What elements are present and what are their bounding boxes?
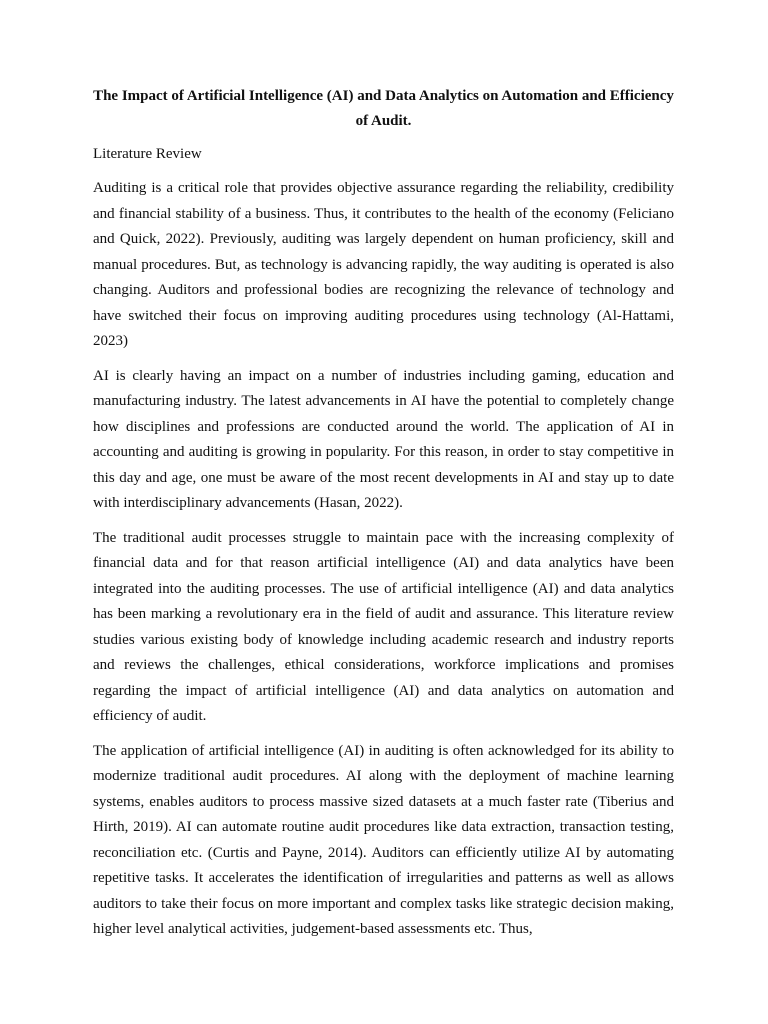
paragraph-3: The traditional audit processes struggle to maintain pace with the increasing complexity of financial data and for that reason artificial intelligence (AI) and data analytics have been integrated into the auditing processes. The use of artificial intelligence (AI) and data analytics has been marking a revolutionary era in the field of audit and assurance. This literature review studies various existing body of knowledge including academic research and industry reports and reviews the challenges, ethical considerations, workforce implications and promises regarding the impact of artificial intelligence (AI) and data analytics on automation and efficiency of audit. (93, 529, 674, 724)
paragraph-1: Auditing is a critical role that provides objective assurance regarding the reliability, credibility and financial stability of a business. Thus, it contributes to the health of the economy (Feliciano and Quick, 2022). Previously, auditing was largely dependent on human proficiency, skill and manual procedures. But, as technology is advancing rapidly, the way auditing is operated is also changing. Auditors and professional bodies are recognizing the relevance of technology and have switched their focus on improving auditing procedures using technology (Al-Hattami, 2023) (93, 180, 674, 349)
document-page (93, 84, 674, 937)
document-title: The Impact of Artificial Intelligence (AI) and Data Analytics on Automation and Efficiency of Audit. (93, 88, 674, 129)
paragraph-2: AI is clearly having an impact on a number of industries including gaming, education and manufacturing industry. The latest advancements in AI have the potential to completely change how disciplines and professions are conducted around the world. The application of AI in accounting and auditing is growing in popularity. For this reason, in order to stay competitive in this day and age, one must be aware of the most recent developments in AI and stay up to date with interdisciplinary advancements (Hasan, 2022). (93, 367, 674, 511)
paragraph-4: The application of artificial intelligence (AI) in auditing is often acknowledged for its ability to modernize traditional audit procedures. AI along with the deployment of machine learning systems, enables auditors to process massive sized datasets at a much faster rate (Tiberius and Hirth, 2019). AI can automate routine audit procedures like data extraction, transaction testing, reconciliation etc. (Curtis and Payne, 2014). Auditors can efficiently utilize AI by automating repetitive tasks. It accelerates the identification of irregularities and patterns as well as allows auditors to take their focus on more important and complex tasks like strategic decision making, higher level analytical activities, judgement-based assessments etc. Thus, (93, 742, 674, 937)
section-heading: Literature Review (93, 146, 202, 162)
